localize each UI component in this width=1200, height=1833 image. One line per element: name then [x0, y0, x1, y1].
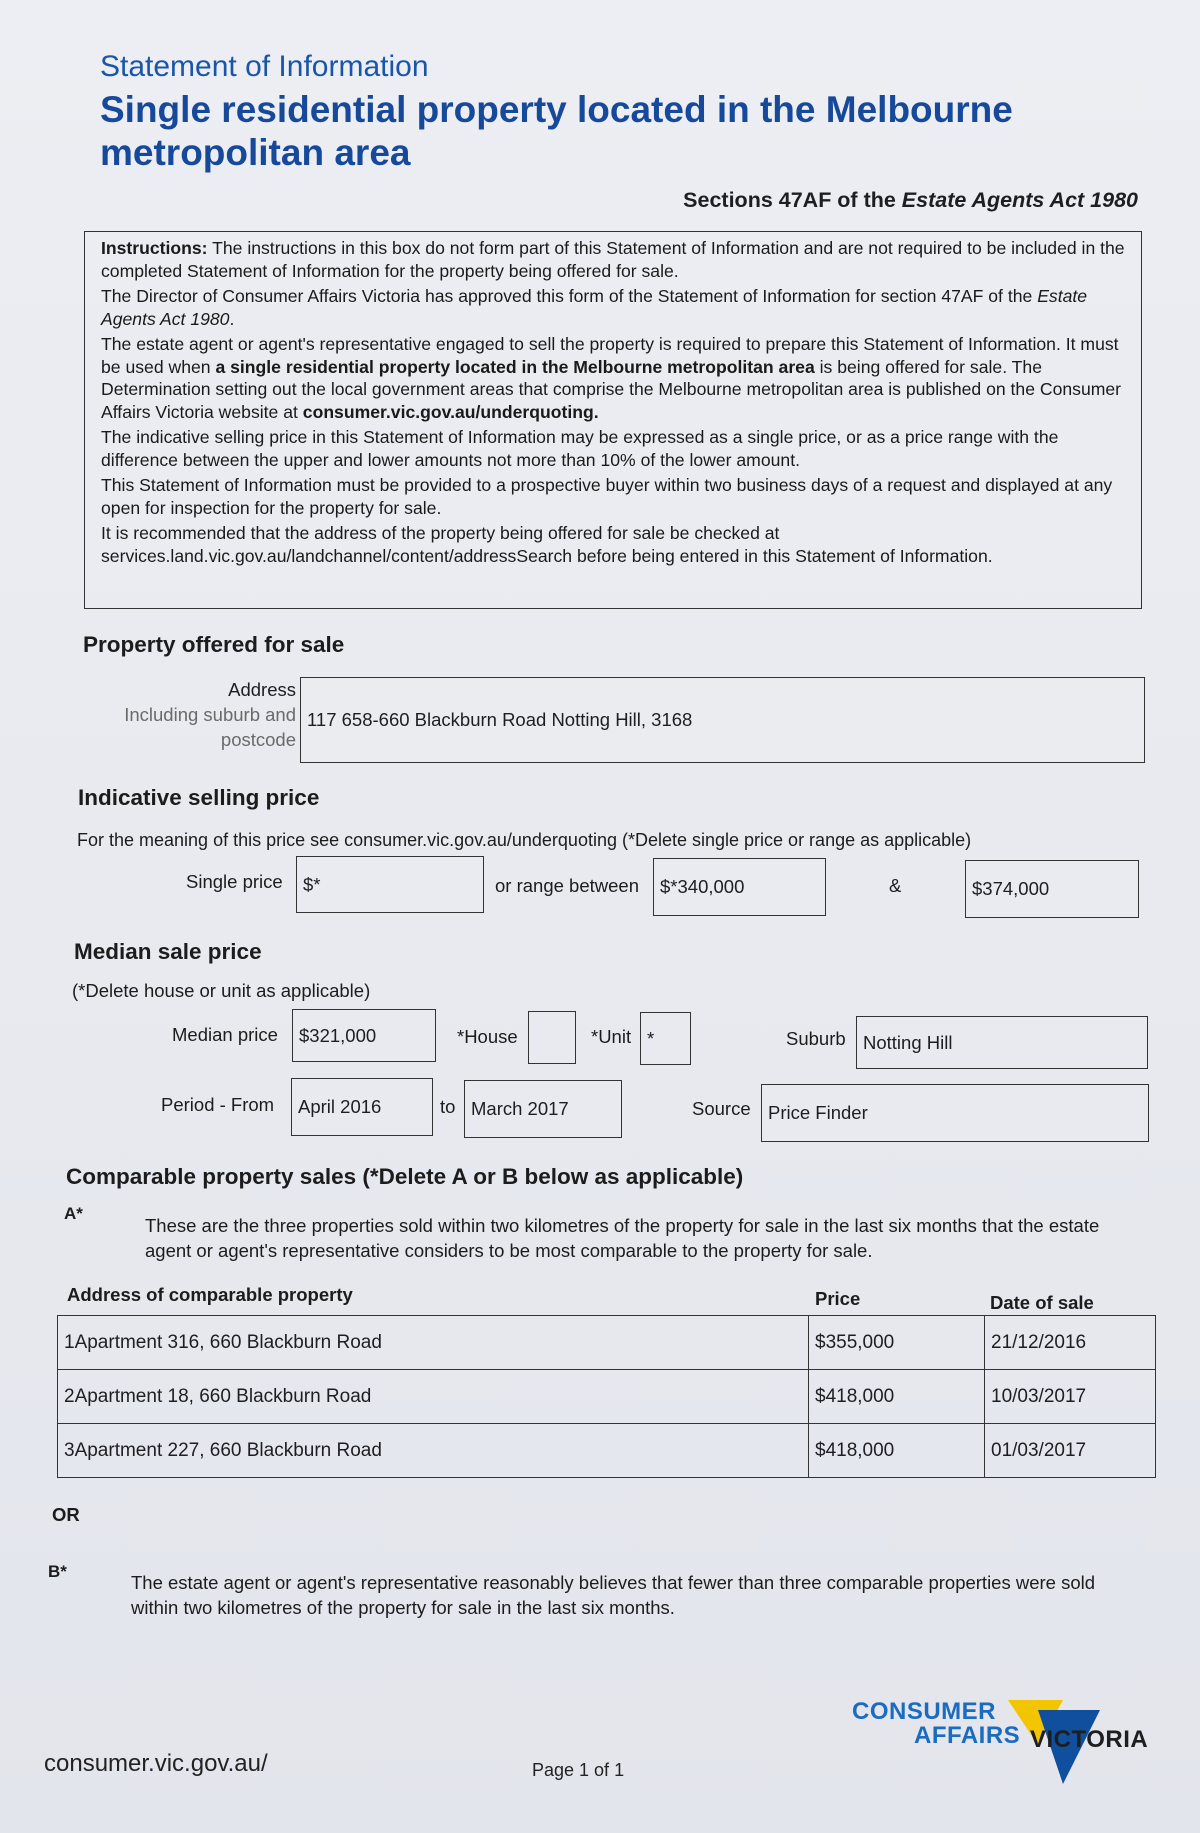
col-date-header: Date of sale: [990, 1292, 1094, 1313]
source-field[interactable]: Price Finder: [761, 1084, 1149, 1142]
unit-label: *Unit: [591, 1026, 632, 1047]
option-a-label: A*: [64, 1204, 83, 1223]
median-price-label: Median price: [172, 1024, 278, 1045]
address-label: Address Including suburb and postcode: [124, 679, 296, 750]
or-label: OR: [52, 1504, 80, 1525]
period-from-label: Period - From: [161, 1094, 275, 1115]
instructions-para-3: The estate agent or agent's representative engaged to sell the property is required to prepare this Statement of Information. It must be used when a single residential property located in the Melbourne metropolitan area is being offered for sale. The Determination setting out the local government areas that comprise the Melbourne metropolitan area is published on the Consumer Affairs Victoria website at consumer.vic.gov.au/underquoting.: [101, 334, 1122, 422]
comparable-date-cell[interactable]: 01/03/2017: [985, 1424, 1156, 1478]
median-heading: Median sale price: [74, 939, 262, 964]
col-address-header: Address of comparable property: [67, 1284, 353, 1305]
option-b-label: B*: [48, 1562, 67, 1581]
suburb-field[interactable]: Notting Hill: [856, 1016, 1148, 1069]
comparable-address-cell[interactable]: 3Apartment 227, 660 Blackburn Road: [58, 1424, 809, 1478]
instructions-para-2: The Director of Consumer Affairs Victoria has approved this form of the Statement of Information for section 47AF of the Estate Agents Act 1980.: [101, 286, 1088, 329]
instructions-para-6: It is recommended that the address of the property being offered for sale be checked at services.land.vic.gov.au/landchannel/content/addressSearch before being entered in this Statement of Information.: [101, 523, 993, 566]
house-label: *House: [457, 1026, 518, 1047]
range-low-field[interactable]: $*340,000: [653, 858, 826, 916]
comparable-date-cell[interactable]: 21/12/2016: [985, 1316, 1156, 1370]
victoria-logo-text: VICTORIA: [1030, 1726, 1149, 1753]
indicative-note: For the meaning of this price see consumer.vic.gov.au/underquoting (*Delete single price or range as applicable): [77, 830, 972, 850]
footer-website-link[interactable]: consumer.vic.gov.au/: [44, 1750, 268, 1777]
col-price-header: Price: [815, 1288, 861, 1309]
address-field[interactable]: 117 658-660 Blackburn Road Notting Hill, 3168: [300, 677, 1145, 763]
single-price-label: Single price: [186, 871, 283, 892]
house-checkbox[interactable]: [528, 1011, 576, 1064]
comparable-date-cell[interactable]: 10/03/2017: [985, 1370, 1156, 1424]
comparable-price-cell[interactable]: $418,000: [809, 1424, 985, 1478]
comparable-address-cell[interactable]: 2Apartment 18, 660 Blackburn Road: [58, 1370, 809, 1424]
instructions-para-1: Instructions: The instructions in this box do not form part of this Statement of Information and are not required to be included in the completed Statement of Information for the property being offered for sale.: [101, 238, 1125, 281]
instructions-para-4: The indicative selling price in this Statement of Information may be expressed as a single price, or as a price range with the difference between the upper and lower amounts not more than 10% of the lower amount.: [101, 427, 1059, 470]
instructions-box: [84, 231, 1142, 609]
document-title: Single residential property located in the Melbourne metropolitan area: [100, 89, 1013, 173]
table-row: [58, 1424, 1156, 1478]
period-to-field[interactable]: March 2017: [464, 1080, 622, 1138]
comparable-price-cell[interactable]: $418,000: [809, 1370, 985, 1424]
table-row: [58, 1316, 1156, 1370]
instructions-para-5: This Statement of Information must be provided to a prospective buyer within two business days of a request and displayed at any open for inspection for the property for sale.: [101, 475, 1113, 518]
median-price-field[interactable]: $321,000: [292, 1009, 436, 1062]
range-ampersand: &: [889, 875, 902, 896]
unit-checkbox[interactable]: *: [640, 1012, 691, 1065]
page-number: Page 1 of 1: [532, 1760, 625, 1780]
range-label: or range between: [495, 875, 639, 896]
source-label: Source: [692, 1098, 751, 1119]
comparable-sales-table: [57, 1315, 1156, 1478]
option-b-text: The estate agent or agent's representative reasonably believes that fewer than three comparable properties were sold within two kilometres of the property for sale in the last six months.: [131, 1572, 1096, 1618]
document-subtitle: Statement of Information: [100, 50, 429, 83]
comparable-price-cell[interactable]: $355,000: [809, 1316, 985, 1370]
range-high-field[interactable]: $374,000: [965, 860, 1139, 918]
single-price-field[interactable]: $*: [296, 856, 484, 913]
table-row: [58, 1370, 1156, 1424]
period-from-field[interactable]: April 2016: [291, 1078, 433, 1136]
comparable-heading: Comparable property sales (*Delete A or B below as applicable): [66, 1164, 744, 1189]
option-a-text: These are the three properties sold within two kilometres of the property for sale in the last six months that the estate agent or agent's representative considers to be most comparable to the property for sale.: [145, 1215, 1100, 1261]
suburb-label: Suburb: [786, 1028, 846, 1049]
property-heading: Property offered for sale: [83, 632, 345, 657]
indicative-heading: Indicative selling price: [78, 785, 320, 810]
median-note: (*Delete house or unit as applicable): [72, 980, 371, 1001]
comparable-address-cell[interactable]: 1Apartment 316, 660 Blackburn Road: [58, 1316, 809, 1370]
period-to-label: to: [440, 1096, 456, 1117]
consumer-affairs-logo-text: CONSUMER AFFAIRS: [852, 1698, 1021, 1749]
act-sections-reference: Sections 47AF of the Estate Agents Act 1980: [683, 188, 1138, 212]
